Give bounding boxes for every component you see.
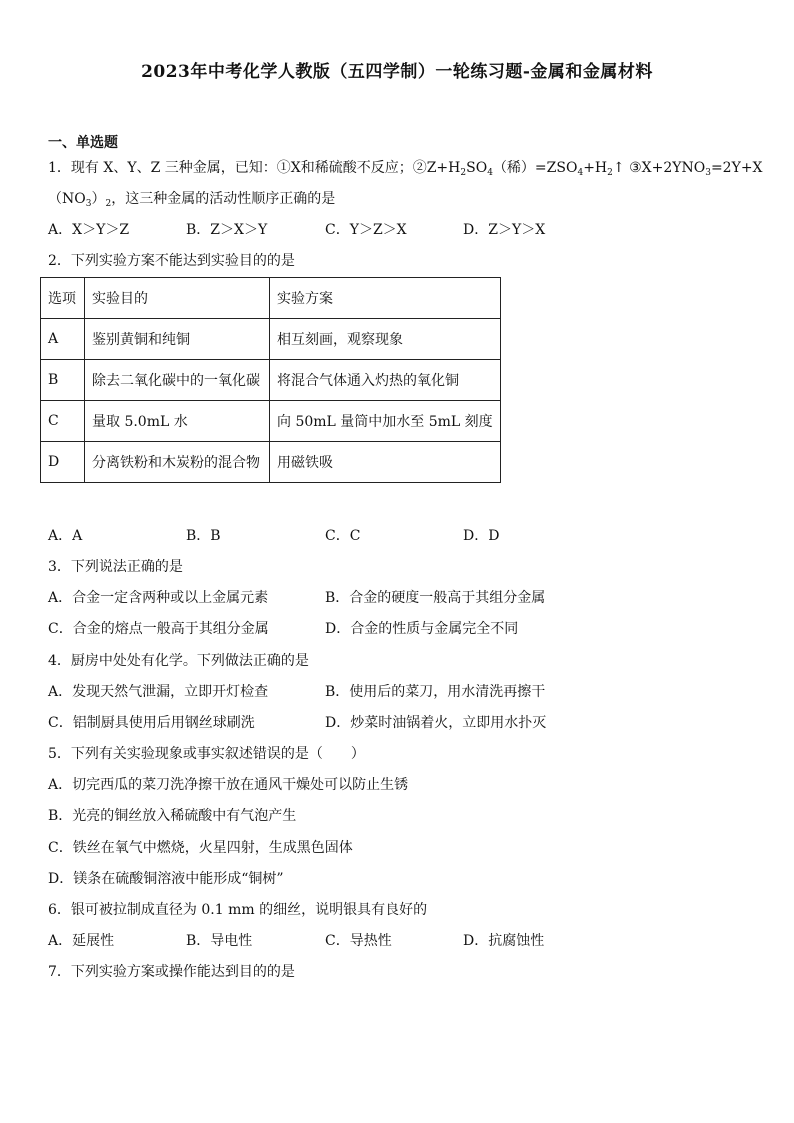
table-cell: B: [41, 360, 85, 401]
table-cell: 除去二氧化碳中的一氧化碳: [85, 360, 270, 401]
q4-option-a: A．发现天然气泄漏，立即开灯检查: [48, 684, 269, 700]
q5-option-c: C．铁丝在氧气中燃烧，火星四射，生成黑色固体: [48, 840, 353, 856]
table-cell: C: [41, 401, 85, 442]
q4-option-b: B．使用后的菜刀，用水清洗再擦干: [325, 684, 546, 700]
table-row: [41, 401, 501, 442]
table-cell: 鉴别黄铜和纯铜: [85, 319, 270, 360]
q1-stem-line1: 1．现有 X、Y、Z 三种金属，已知：①X和稀硫酸不反应；$②Z+H_2SO_4$（稀）$=ZSO_4+H_2↑$ $③X+2YNO_3=2Y+X$: [48, 160, 763, 178]
q4-stem: 4．厨房中处处有化学。下列做法正确的是: [48, 653, 309, 669]
q1-option-b: B．Z＞X＞Y: [186, 222, 268, 238]
q2-option-d: D．D: [463, 528, 500, 544]
q6-stem: 6．银可被拉制成直径为 0.1 mm 的细丝，说明银具有良好的: [48, 902, 428, 918]
table-cell: D: [41, 442, 85, 483]
q4-option-c: C．铝制厨具使用后用钢丝球刷洗: [48, 715, 255, 731]
q2-table: [40, 277, 501, 483]
table-row: [41, 442, 501, 483]
table-header-cell: 实验方案: [270, 278, 501, 319]
q6-option-d: D．抗腐蚀性: [463, 933, 545, 949]
table-header-cell: 选项: [41, 278, 85, 319]
q1-option-a: A．X＞Y＞Z: [48, 222, 130, 238]
table-cell: 将混合气体通入灼热的氧化铜: [270, 360, 501, 401]
q5-option-b: B．光亮的铜丝放入稀硫酸中有气泡产生: [48, 808, 297, 824]
q2-option-a: A．A: [48, 528, 83, 544]
table-cell: 向 50mL 量筒中加水至 5mL 刻度: [270, 401, 501, 442]
table-cell: 相互刻画，观察现象: [270, 319, 501, 360]
q3-option-c: C．合金的熔点一般高于其组分金属: [48, 621, 269, 637]
q5-option-d: D．镁条在硫酸铜溶液中能形成“铜树”: [48, 871, 284, 887]
q6-option-b: B．导电性: [186, 933, 253, 949]
q2-option-b: B．B: [186, 528, 221, 544]
q2-option-c: C．C: [325, 528, 361, 544]
table-cell: 量取 5.0mL 水: [85, 401, 270, 442]
q5-option-a: A．切完西瓜的菜刀洗净擦干放在通风干燥处可以防止生锈: [48, 777, 409, 793]
table-header-row: [41, 278, 501, 319]
table-header-cell: 实验目的: [85, 278, 270, 319]
q3-option-b: B．合金的硬度一般高于其组分金属: [325, 590, 546, 606]
q1-option-c: C．Y＞Z＞X: [325, 222, 407, 238]
table-cell: 分离铁粉和木炭粉的混合物: [85, 442, 270, 483]
q3-stem: 3．下列说法正确的是: [48, 559, 183, 575]
document-title: 2023年中考化学人教版（五四学制）一轮练习题-金属和金属材料: [141, 62, 653, 82]
table-row: [41, 360, 501, 401]
q2-stem: 2．下列实验方案不能达到实验目的的是: [48, 253, 295, 269]
q3-option-d: D．合金的性质与金属完全不同: [325, 621, 519, 637]
section-heading: 一、单选题: [48, 135, 118, 151]
q3-option-a: A．合金一定含两种或以上金属元素: [48, 590, 269, 606]
table-cell: 用磁铁吸: [270, 442, 501, 483]
q6-option-a: A．延展性: [48, 933, 115, 949]
q5-stem: 5．下列有关实验现象或事实叙述错误的是（ ）: [48, 746, 365, 762]
table-row: [41, 319, 501, 360]
q6-option-c: C．导热性: [325, 933, 392, 949]
q1-option-d: D．Z＞Y＞X: [463, 222, 546, 238]
table-cell: A: [41, 319, 85, 360]
q1-stem-line2: $(NO_3)_2$，这三种金属的活动性顺序正确的是: [48, 191, 336, 209]
q4-option-d: D．炒菜时油锅着火，立即用水扑灭: [325, 715, 547, 731]
q7-stem: 7．下列实验方案或操作能达到目的的是: [48, 964, 295, 980]
